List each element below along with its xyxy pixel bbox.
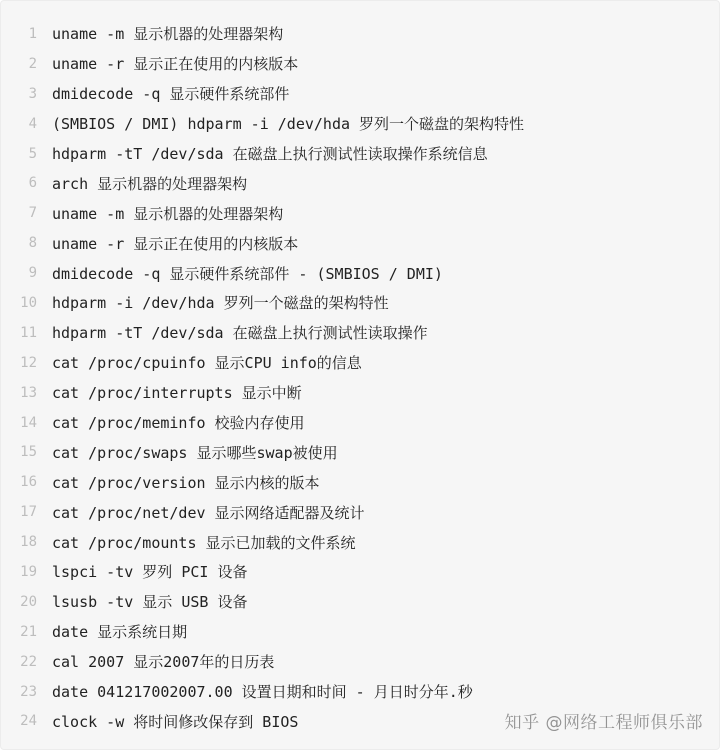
- line-number: 5: [28, 145, 37, 162]
- code-text: date 041217002007.00 设置日期和时间 - 月日时分年.秒: [52, 683, 473, 702]
- line-number: 17: [20, 504, 37, 521]
- code-line: [1, 198, 719, 228]
- code-text: cat /proc/interrupts 显示中断: [52, 384, 302, 403]
- line-number: 23: [20, 683, 37, 700]
- code-text: hdparm -tT /dev/sda 在磁盘上执行测试性读取操作: [52, 324, 428, 343]
- line-number: 10: [20, 294, 37, 311]
- code-line: [1, 348, 719, 378]
- code-line: [1, 139, 719, 169]
- code-text: (SMBIOS / DMI) hdparm -i /dev/hda 罗列一个磁盘的架构特性: [52, 115, 525, 134]
- code-text: uname -r 显示正在使用的内核版本: [52, 234, 299, 253]
- code-text: dmidecode -q 显示硬件系统部件 - (SMBIOS / DMI): [52, 264, 443, 283]
- code-line: [1, 437, 719, 467]
- code-text: cat /proc/meminfo 校验内存使用: [52, 414, 305, 433]
- line-number: 3: [28, 85, 37, 102]
- code-text: cat /proc/mounts 显示已加载的文件系统: [52, 533, 356, 552]
- line-number: 20: [20, 593, 37, 610]
- code-line: [1, 378, 719, 408]
- line-number: 12: [20, 354, 37, 371]
- code-line: [1, 527, 719, 557]
- code-line: [1, 467, 719, 497]
- code-text: cat /proc/swaps 显示哪些swap被使用: [52, 443, 338, 462]
- code-line: [1, 557, 719, 587]
- code-line: [1, 617, 719, 647]
- code-line: [1, 79, 719, 109]
- code-line: [1, 288, 719, 318]
- line-number: 24: [20, 713, 37, 730]
- code-text: cat /proc/version 显示内核的版本: [52, 473, 320, 492]
- code-line: [1, 109, 719, 139]
- code-line: [1, 19, 719, 49]
- line-number: 15: [20, 444, 37, 461]
- line-number: 2: [28, 55, 37, 72]
- line-number: 16: [20, 474, 37, 491]
- code-text: hdparm -i /dev/hda 罗列一个磁盘的架构特性: [52, 294, 389, 313]
- code-text: lspci -tv 罗列 PCI 设备: [52, 563, 248, 582]
- line-number: 18: [20, 534, 37, 551]
- code-line: [1, 258, 719, 288]
- line-number: 19: [20, 563, 37, 580]
- code-text: cal 2007 显示2007年的日历表: [52, 653, 275, 672]
- line-number: 7: [28, 205, 37, 222]
- code-line: [1, 647, 719, 677]
- code-line: [1, 677, 719, 707]
- code-text: arch 显示机器的处理器架构: [52, 174, 248, 193]
- code-line: [1, 228, 719, 258]
- code-text: cat /proc/net/dev 显示网络适配器及统计: [52, 503, 365, 522]
- code-text: date 显示系统日期: [52, 623, 188, 642]
- code-text: dmidecode -q 显示硬件系统部件: [52, 85, 290, 104]
- line-number: 4: [28, 115, 37, 132]
- line-number: 21: [20, 623, 37, 640]
- code-text: lsusb -tv 显示 USB 设备: [52, 593, 248, 612]
- line-number: 13: [20, 384, 37, 401]
- line-number: 11: [20, 324, 37, 341]
- code-line: [1, 408, 719, 438]
- watermark: 知乎 @网络工程师俱乐部: [504, 713, 703, 733]
- code-text: uname -m 显示机器的处理器架构: [52, 204, 284, 223]
- line-number: 14: [20, 414, 37, 431]
- code-line: [1, 318, 719, 348]
- code-line: [1, 587, 719, 617]
- code-text: clock -w 将时间修改保存到 BIOS: [52, 712, 299, 731]
- line-number: 9: [28, 265, 37, 282]
- line-number: 8: [28, 235, 37, 252]
- line-number: 1: [28, 25, 37, 42]
- code-text: uname -r 显示正在使用的内核版本: [52, 55, 299, 74]
- code-text: hdparm -tT /dev/sda 在磁盘上执行测试性读取操作系统信息: [52, 145, 488, 163]
- code-text: cat /proc/cpuinfo 显示CPU info的信息: [52, 354, 362, 373]
- line-number: 22: [20, 653, 37, 670]
- code-line: [1, 49, 719, 79]
- line-number: 6: [28, 175, 37, 192]
- code-line: [1, 168, 719, 198]
- code-line: [1, 497, 719, 527]
- code-text: uname -m 显示机器的处理器架构: [52, 25, 284, 44]
- code-lines: [1, 19, 719, 736]
